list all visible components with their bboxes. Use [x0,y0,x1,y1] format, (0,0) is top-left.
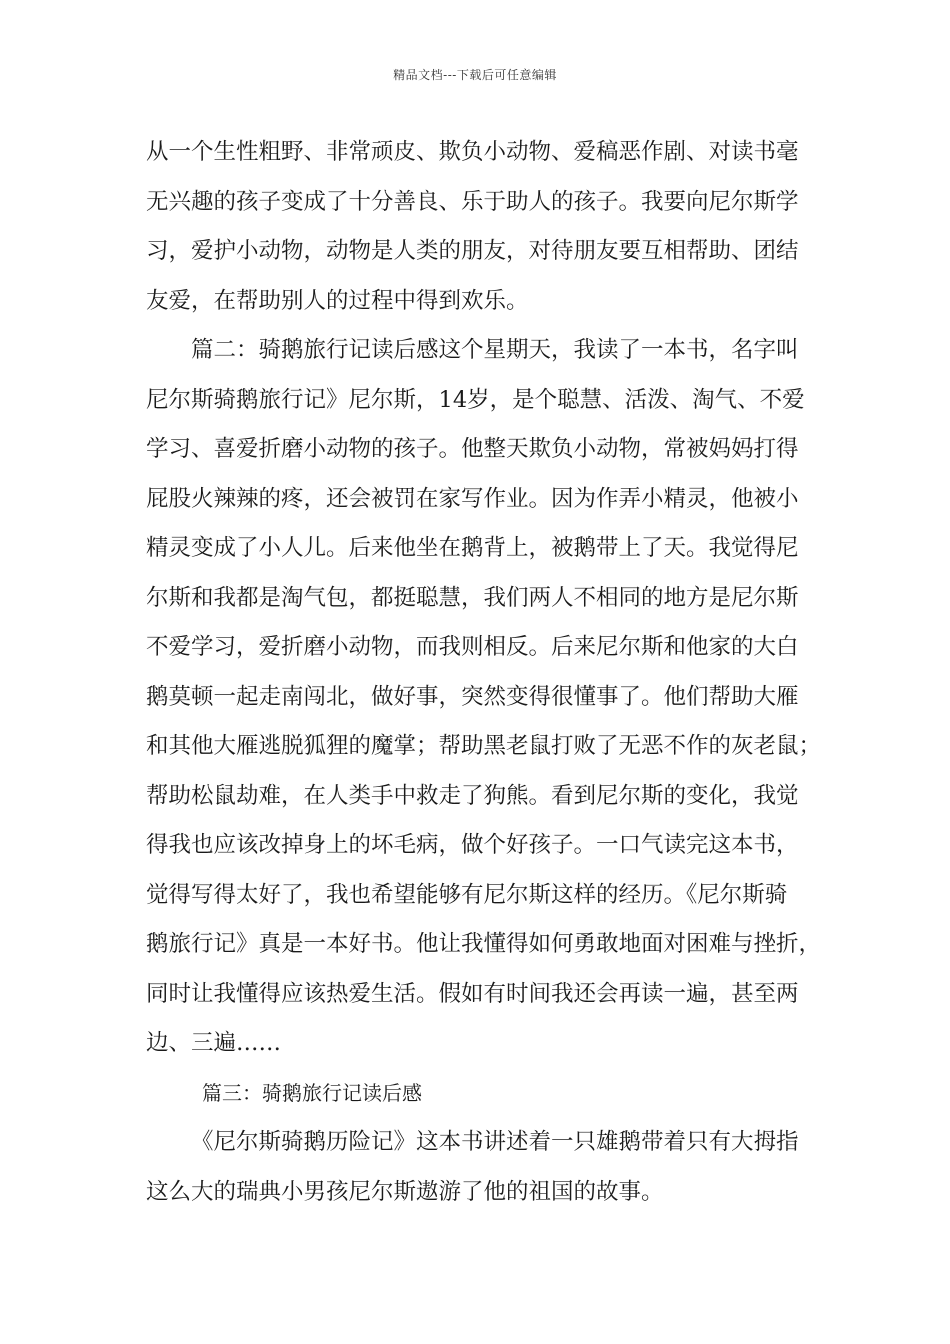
text-line: 鹅旅行记》真是一本好书。他让我懂得如何勇敢地面对困难与挫折， [146,931,822,957]
text-line: 友爱，在帮助别人的过程中得到欢乐。 [146,287,529,314]
text-line: 精灵变成了小人儿。后来他坐在鹅背上，被鹅带上了天。我觉得尼 [146,535,799,561]
document-body [146,128,846,1217]
text-line: 得我也应该改掉身上的坏毛病，做个好孩子。一口气读完这本书， [146,832,799,858]
text-line: 觉得写得太好了，我也希望能够有尼尔斯这样的经历。《尼尔斯骑 [146,881,788,908]
text-line: 同时让我懂得应该热爱生活。假如有时间我还会再读一遍，甚至两 [146,980,799,1007]
text-line: 习，爱护小动物，动物是人类的朋友，对待朋友要互相帮助、团结 [146,238,799,264]
text-line: 鹅莫顿一起走南闯北，做好事，突然变得很懂事了。他们帮助大雁 [146,683,799,710]
text-line: 从一个生性粗野、非常顽皮、欺负小动物、爱稿恶作剧、对读书毫 [146,139,799,165]
text-line: 屁股火辣辣的疼，还会被罚在家写作业。因为作弄小精灵，他被小 [146,485,799,512]
text-line: 和其他大雁逃脱狐狸的魔掌；帮助黑老鼠打败了无恶不作的灰老鼠； [146,733,822,759]
text-line: 不爱学习，爱折磨小动物，而我则相反。后来尼尔斯和他家的大白 [146,634,799,660]
text-line: 帮助松鼠劫难，在人类手中救走了狗熊。看到尼尔斯的变化，我觉 [146,782,799,809]
section-three-heading: 篇三：骑鹅旅行记读后感 [202,1080,422,1105]
text-line: 无兴趣的孩子变成了十分善良、乐于助人的孩子。我要向尼尔斯学 [146,188,799,215]
page-header: 精品文档---下载后可任意编辑 [393,68,557,82]
text-line: 这么大的瑞典小男孩尼尔斯遨游了他的祖国的故事。 [146,1178,664,1205]
text-line: 学习、喜爱折磨小动物的孩子。他整天欺负小动物，常被妈妈打得 [146,436,799,462]
section-three-first-line: 《尼尔斯骑鹅历险记》这本书讲述着一只雄鹅带着只有大拇指 [191,1129,799,1155]
text-line: 边、三遍…… [146,1030,282,1056]
text-line: 尼尔斯骑鹅旅行记》尼尔斯，14岁，是个聪慧、活泼、淘气、不爱 [146,386,805,413]
section-two-first-line: 篇二：骑鹅旅行记读后感这个星期天，我读了一本书，名字叫 [191,337,799,363]
text-line: 尔斯和我都是淘气包，都挺聪慧，我们两人不相同的地方是尼尔斯 [146,584,799,611]
